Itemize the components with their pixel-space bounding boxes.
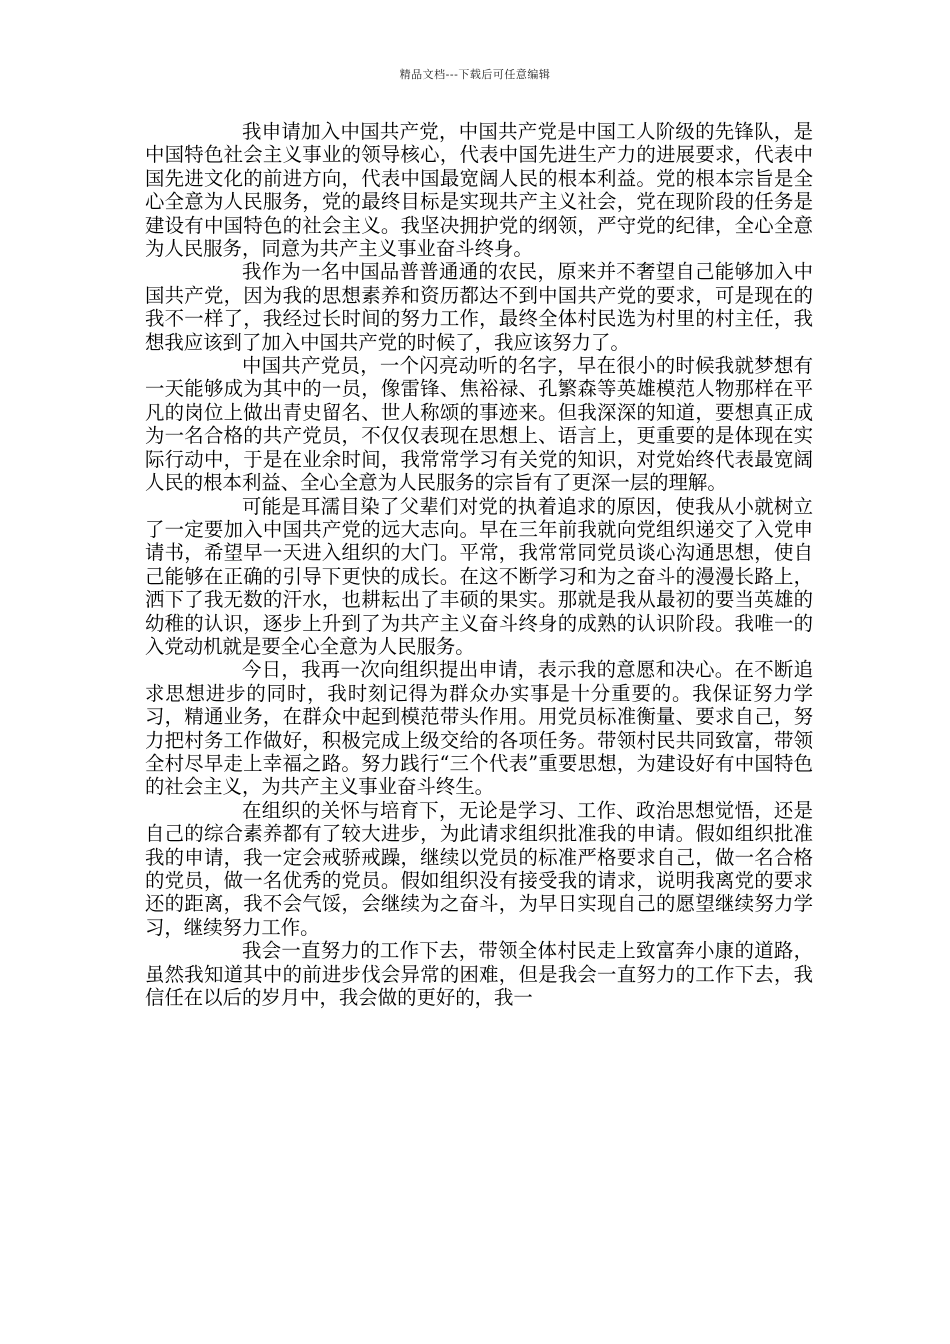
paragraph-2: 我作为一名中国品普普通通的农民，原来并不奢望自己能够加入中国共产党，因为我的思想素养和资历都达不到中国共产党的要求，可是现在的我不一样了，我经过长时间的努力工作，最终全体村民选为村里的村主任，我想我应该到了加入中国共产党的时候了，我应该努力了。: [145, 260, 813, 354]
paragraph-5: 今日，我再一次向组织提出申请，表示我的意愿和决心。在不断追求思想进步的同时，我时刻记得为群众办实事是十分重要的。我保证努力学习，精通业务，在群众中起到模范带头作用。用党员标准衡量、要求自己，努力把村务工作做好，积极完成上级交给的各项任务。带领村民共同致富，带领全村尽早走上幸福之路。努力践行“三个代表”重要思想，为建设好有中国特色的社会主义，为共产主义事业奋斗终生。: [145, 658, 813, 799]
page-header: 精品文档---下载后可任意编辑: [399, 68, 551, 81]
paragraph-1: 我申请加入中国共产党，中国共产党是中国工人阶级的先锋队，是中国特色社会主义事业的领导核心，代表中国先进生产力的进展要求，代表中国先进文化的前进方向，代表中国最宽阔人民的根本利益。党的根本宗旨是全心全意为人民服务，党的最终目标是实现共产主义社会，党在现阶段的任务是建设有中国特色的社会主义。我坚决拥护党的纲领，严守党的纪律，全心全意为人民服务，同意为共产主义事业奋斗终身。: [145, 120, 813, 261]
paragraph-4: 可能是耳濡目染了父辈们对党的执着追求的原因，使我从小就树立了一定要加入中国共产党的远大志向。早在三年前我就向党组织递交了入党申请书，希望早一天进入组织的大门。平常，我常常同党员谈心沟通思想，使自己能够在正确的引导下更快的成长。在这不断学习和为之奋斗的漫漫长路上，洒下了我无数的汗水，也耕耘出了丰硕的果实。那就是我从最初的要当英雄的幼稚的认识，逐步上升到了为共产主义奋斗终身的成熟的认识阶段。我唯一的入党动机就是要全心全意为人民服务。: [145, 494, 813, 658]
paragraph-7: 我会一直努力的工作下去，带领全体村民走上致富奔小康的道路，虽然我知道其中的前进步伐会异常的困难，但是我会一直努力的工作下去，我信任在以后的岁月中，我会做的更好的，我一: [145, 939, 813, 1010]
document-body: [145, 120, 813, 1009]
paragraph-3: 中国共产党员，一个闪亮动听的名字，早在很小的时候我就梦想有一天能够成为其中的一员，像雷锋、焦裕禄、孔繁森等英雄模范人物那样在平凡的岗位上做出青史留名、世人称颂的事迹来。但我深深的知道，要想真正成为一名合格的共产党员，不仅仅表现在思想上、语言上，更重要的是体现在实际行动中，于是在业余时间，我常常学习有关党的知识，对党始终代表最宽阔人民的根本利益、全心全意为人民服务的宗旨有了更深一层的理解。: [145, 354, 813, 495]
paragraph-6: 在组织的关怀与培育下，无论是学习、工作、政治思想觉悟，还是自己的综合素养都有了较大进步，为此请求组织批准我的申请。假如组织批准我的申请，我一定会戒骄戒躁，继续以党员的标准严格要求自己，做一名合格的党员，做一名优秀的党员。假如组织没有接受我的请求，说明我离党的要求还的距离，我不会气馁，会继续为之奋斗，为早日实现自己的愿望继续努力学习，继续努力工作。: [145, 798, 813, 939]
